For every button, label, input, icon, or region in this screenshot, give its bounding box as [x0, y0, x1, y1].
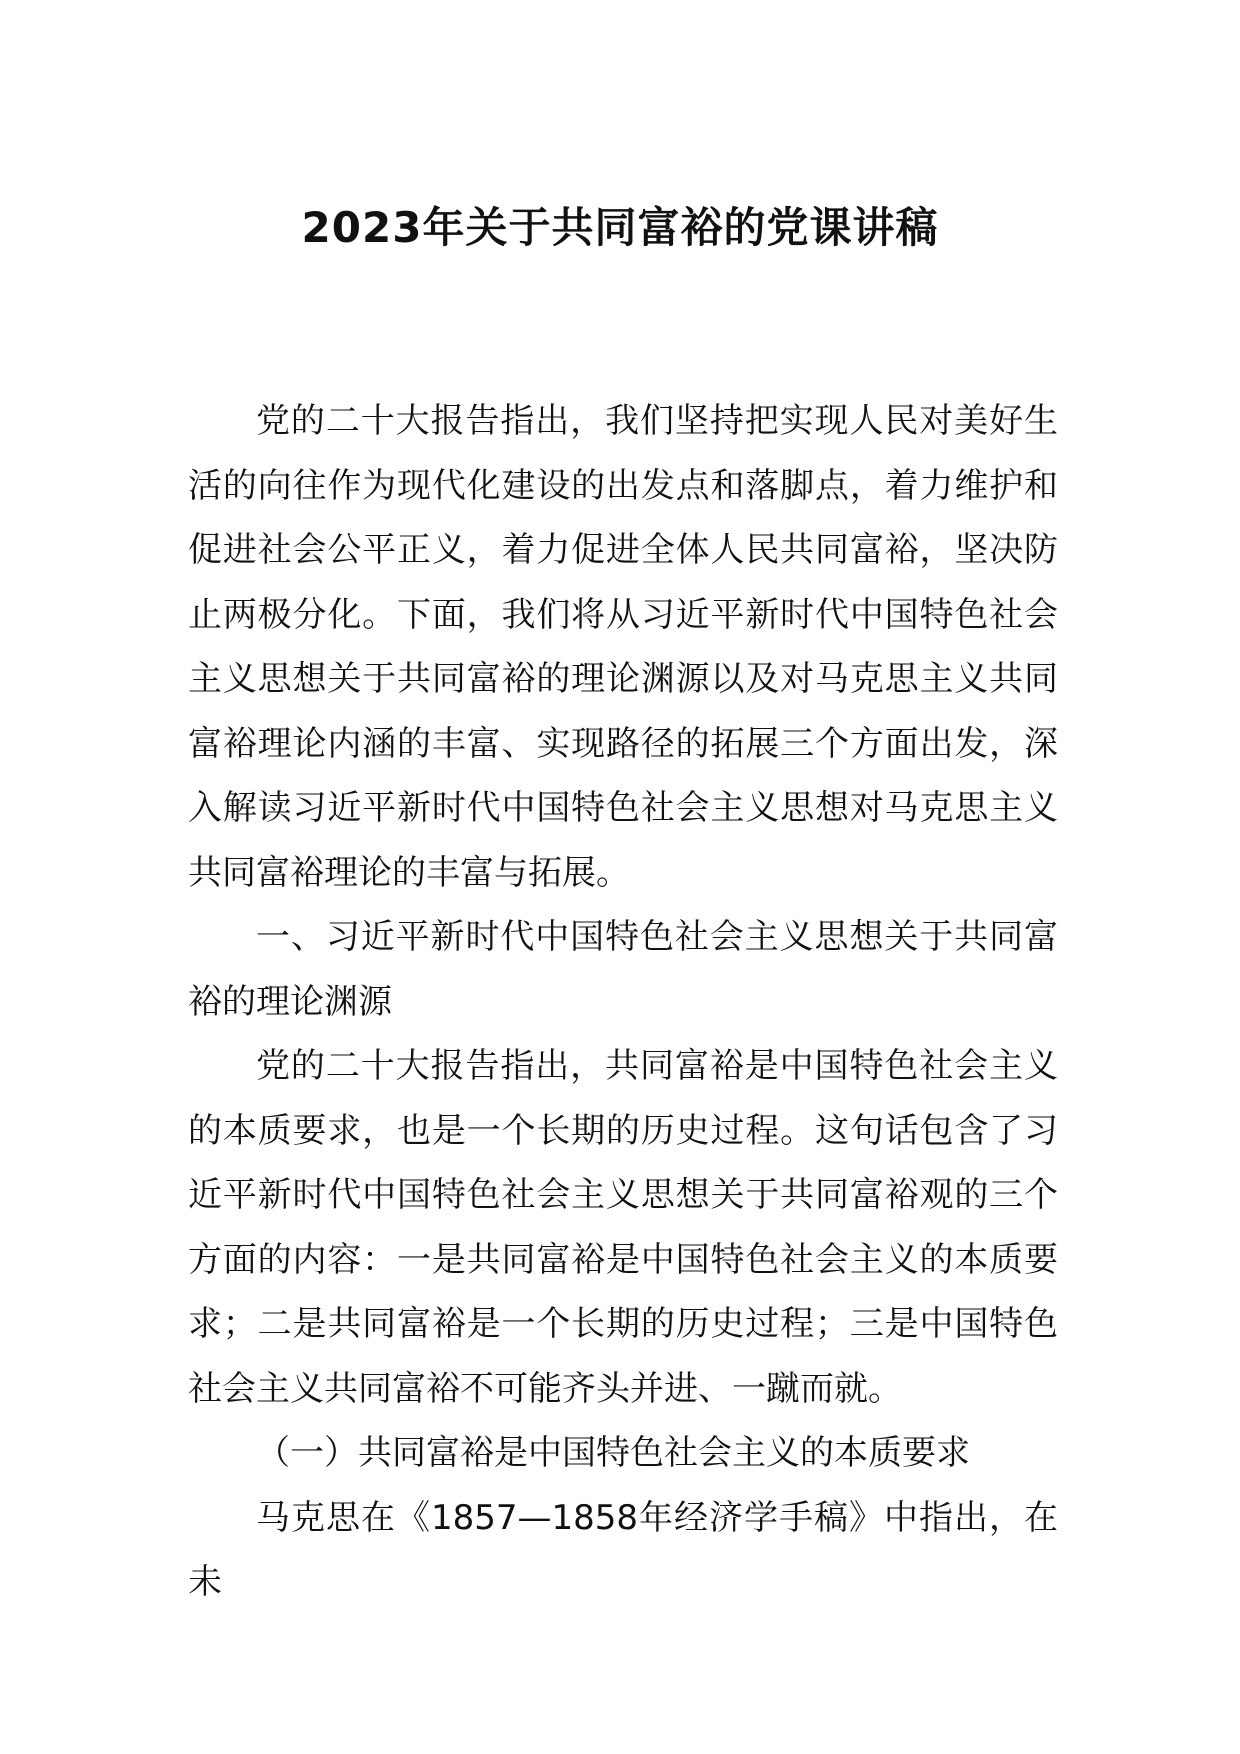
paragraph-section-1: 党的二十大报告指出，共同富裕是中国特色社会主义的本质要求，也是一个长期的历史过程。这句话包含了习近平新时代中国特色社会主义思想关于共同富裕观的三个方面的内容：一是共同富裕是中国特色社会主义的本质要求；二是共同富裕是一个长期的历史过程；三是中国特色社会主义共同富裕不可能齐头并进、一蹴而就。 — [188, 1046, 1058, 1409]
paragraph-intro: 党的二十大报告指出，我们坚持把实现人民对美好生活的向往作为现代化建设的出发点和落脚点，着力维护和促进社会公平正义，着力促进全体人民共同富裕，坚决防止两极分化。下面，我们将从习近平新时代中国特色社会主义思想关于共同富裕的理论渊源以及对马克思主义共同富裕理论内涵的丰富、实现路径的拓展三个方面出发，深入解读习近平新时代中国特色社会主义思想对马克思主义共同富裕理论的丰富与拓展。 — [188, 401, 1058, 893]
document-title: 2023年关于共同富裕的党课讲稿 — [301, 203, 939, 252]
subsection-heading-1: （一）共同富裕是中国特色社会主义的本质要求 — [256, 1433, 970, 1473]
section-heading-1: 一、习近平新时代中国特色社会主义思想关于共同富裕的理论渊源 — [188, 917, 1058, 1022]
paragraph-subsection-1: 马克思在《1857—1858年经济学手稿》中指出，在未 — [188, 1497, 1058, 1602]
document-body — [188, 389, 1058, 1615]
